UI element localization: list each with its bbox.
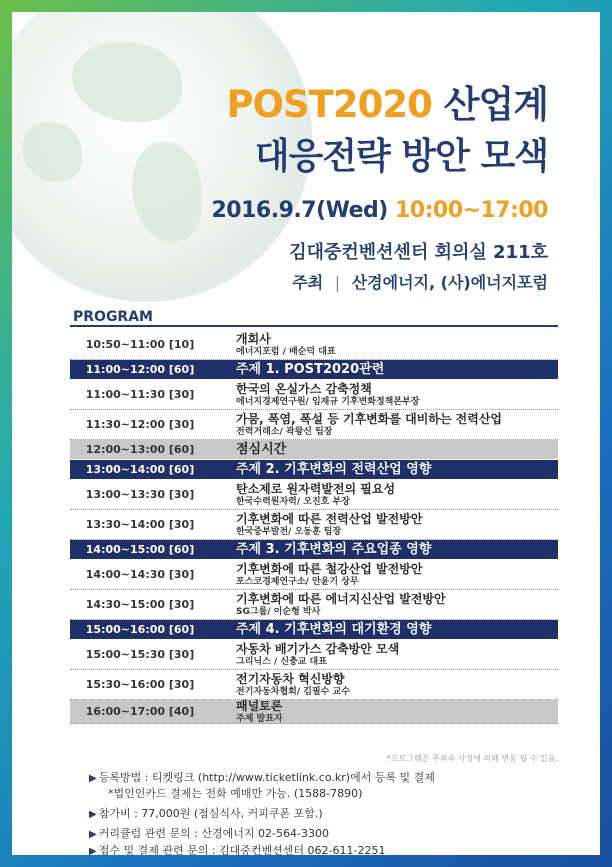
session-row	[70, 670, 558, 700]
row-time: 13:30~14:00 [30]	[85, 518, 195, 531]
program-label: PROGRAM	[73, 309, 153, 325]
row-speaker: 포스코경제연구소/ 안윤기 상무	[236, 576, 359, 587]
theme-row	[70, 540, 558, 560]
session-row	[70, 330, 558, 360]
row-content	[210, 642, 558, 668]
row-speaker: 그리닉스 / 신충교 대표	[236, 656, 327, 667]
row-speaker: 한국수력원자력/ 오진호 부장	[236, 496, 350, 507]
host-names: 산경에너지, (사)에너지포럼	[351, 273, 548, 292]
arrow-icon: ▶	[89, 773, 97, 784]
title-ko: 산업계	[443, 83, 548, 126]
row-content	[210, 562, 558, 588]
event-time: 10:00~17:00	[395, 198, 548, 223]
info-registration-note: *법인인카드 결제는 전화 예매만 가능. (1588-7890)	[108, 787, 363, 800]
event-title	[12, 74, 600, 128]
row-time: 13:00~14:00 [60]	[85, 463, 195, 476]
theme-row	[70, 620, 558, 640]
row-content	[210, 412, 558, 438]
row-speaker: 한국중부발전/ 오동훈 팀장	[236, 526, 342, 537]
arrow-icon: ▶	[89, 829, 97, 840]
row-content	[210, 672, 558, 698]
row-title: 기후변화에 따른 철강산업 발전방안	[236, 561, 423, 576]
row-speaker: 전력거래소/ 곽왕신 팀장	[236, 426, 333, 437]
row-time: 15:00~16:00 [60]	[85, 623, 195, 636]
row-title: 자동차 배기가스 감축방안 모색	[236, 641, 400, 656]
row-content	[210, 592, 558, 618]
session-row	[70, 480, 558, 510]
row-title: 주제 2. 기후변화의 전력산업 영향	[236, 461, 432, 477]
title-en: POST2020	[226, 83, 432, 126]
row-time: 14:00~14:30 [30]	[85, 568, 195, 581]
host-label: 주최	[292, 273, 324, 292]
row-title: 기후변화에 따른 전력산업 발전방안	[236, 511, 423, 526]
event-venue: 김대중컨벤션센터 회의실 211호	[289, 242, 548, 263]
host-separator: |	[334, 273, 341, 292]
info-curriculum: ▶ 커리큘럼 관련 문의 : 산경에너지 02-564-3300	[89, 827, 329, 840]
info-fee: ▶ 참가비 : 77,000원 (점심식사, 커피쿠폰 포함.)	[89, 807, 323, 820]
row-content	[210, 382, 558, 408]
program-divider	[70, 325, 558, 327]
row-time: 11:00~11:30 [30]	[85, 388, 195, 401]
row-time: 13:00~13:30 [30]	[85, 488, 195, 501]
event-subtitle: 대응전략 방안 모색	[254, 136, 548, 177]
row-title: 전기자동차 혁신방향	[236, 671, 345, 686]
row-content	[210, 512, 558, 538]
row-title: 기후변화에 따른 에너지신산업 발전방안	[236, 591, 446, 606]
row-time: 15:30~16:00 [30]	[85, 678, 195, 691]
poster	[12, 12, 600, 855]
session-row	[70, 510, 558, 540]
row-content	[210, 463, 558, 477]
row-speaker: 전기자동차협회/ 김필수 교수	[236, 686, 350, 697]
row-time: 14:30~15:00 [30]	[85, 598, 195, 611]
row-title: 점심시간	[236, 441, 287, 457]
row-content	[210, 543, 558, 557]
event-datetime	[12, 198, 600, 223]
lunch-row	[70, 440, 558, 460]
row-speaker: 주제 발표자	[236, 713, 283, 724]
row-speaker: 에너지포럼 / 배순덕 대표	[236, 346, 336, 357]
row-time: 16:00~17:00 [40]	[85, 705, 195, 718]
row-content	[210, 443, 558, 457]
info-payment: ▶ 접수 및 결제 관련 문의 : 김대중컨벤션센터 062-611-2251	[89, 844, 386, 855]
row-time: 11:00~12:00 [60]	[85, 363, 195, 376]
row-title: 탄소제로 원자력발전의 필요성	[236, 481, 396, 496]
row-time: 12:00~13:00 [60]	[85, 443, 195, 456]
row-title: 가뭄, 폭염, 폭설 등 기후변화를 대비하는 전력산업	[236, 411, 503, 426]
event-date: 2016.9.7(Wed)	[211, 198, 388, 223]
row-content	[210, 363, 558, 377]
row-speaker: SG그룹/ 이순형 박사	[236, 606, 321, 617]
row-title: 개회사	[236, 331, 271, 346]
panel-row	[70, 700, 558, 724]
row-time: 10:50~11:00 [10]	[85, 338, 195, 351]
arrow-icon: ▶	[89, 809, 97, 820]
row-content	[210, 332, 558, 358]
session-row	[70, 590, 558, 620]
arrow-icon: ▶	[89, 846, 97, 855]
row-time: 14:00~15:00 [60]	[85, 543, 195, 556]
theme-row	[70, 360, 558, 380]
event-host	[12, 270, 600, 293]
row-time: 11:30~12:00 [30]	[85, 418, 195, 431]
row-title: 주제 1. POST2020관련	[236, 361, 385, 377]
row-speaker: 에너지경제연구원/ 임재규 기후변화정책본부장	[236, 396, 420, 407]
row-title: 한국의 온실가스 감축정책	[236, 381, 372, 396]
row-title: 주제 3. 기후변화의 주요업종 영향	[236, 541, 432, 557]
row-title: 주제 4. 기후변화의 대기환경 영향	[236, 621, 432, 637]
theme-row	[70, 460, 558, 480]
program-note: *프로그램은 주최측 사정에 의해 변동 될 수 있음.	[386, 754, 558, 763]
session-row	[70, 380, 558, 410]
session-row	[70, 640, 558, 670]
row-content	[210, 699, 558, 725]
info-registration: ▶ 등록방법 : 티켓링크 (http://www.ticketlink.co.kr)에서 등록 및 결제	[89, 771, 435, 784]
row-content	[210, 482, 558, 508]
program-table	[70, 330, 558, 724]
session-row	[70, 410, 558, 440]
row-time: 15:00~15:30 [30]	[85, 648, 195, 661]
session-row	[70, 560, 558, 590]
row-title: 패널토론	[236, 698, 283, 713]
row-content	[210, 623, 558, 637]
